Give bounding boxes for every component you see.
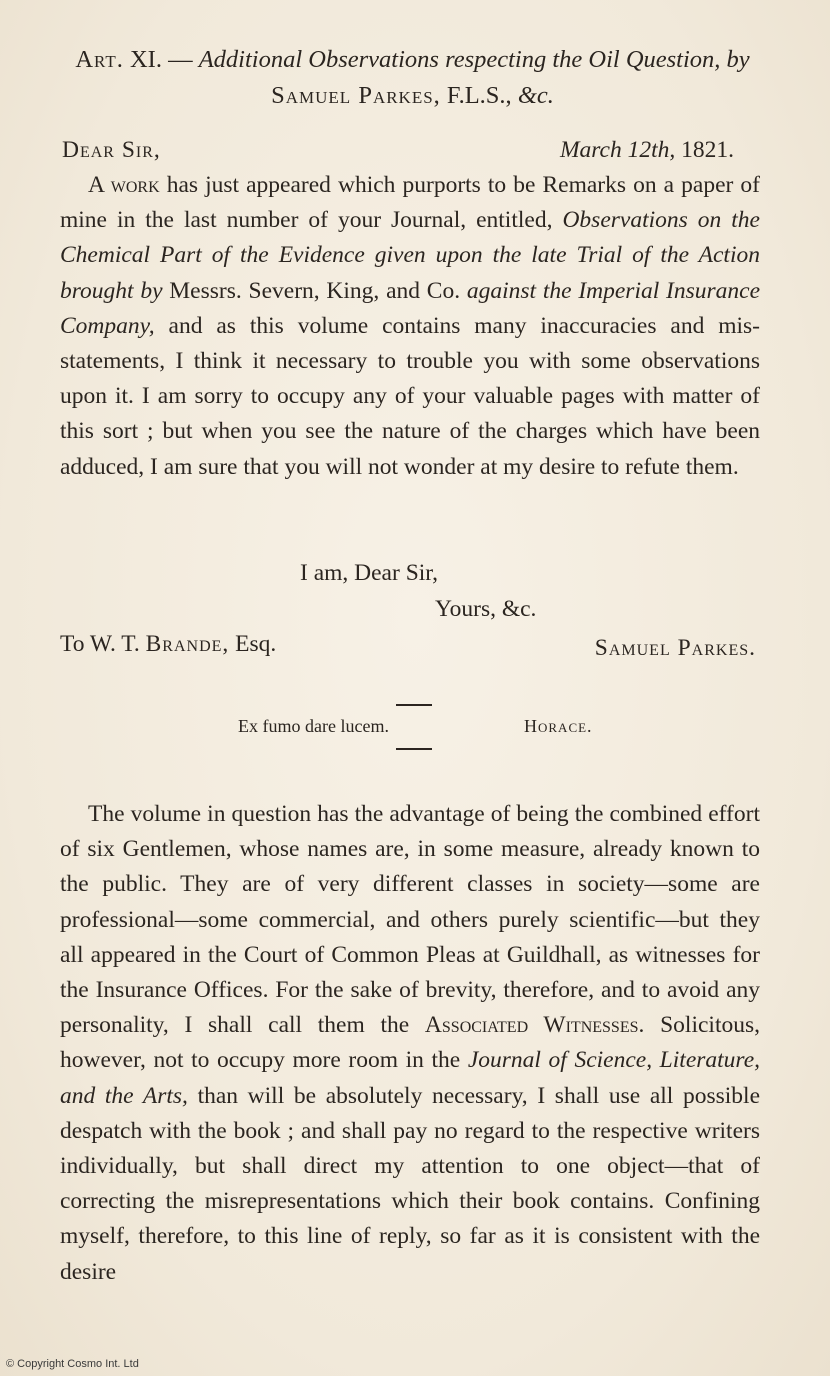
letter-date (560, 132, 734, 168)
recipient-name: Brande, (145, 631, 230, 657)
recipient-suffix: Esq. (235, 631, 277, 657)
article-title (60, 42, 765, 114)
epigraph-source-text: Horace. (524, 716, 593, 736)
recipient (60, 626, 276, 662)
main-paragraph-text (60, 797, 760, 1290)
epigraph-source (524, 712, 593, 740)
paragraph-lead: A work (88, 172, 160, 198)
signature-name: Samuel Parkes. (594, 635, 756, 661)
defendant-name: against the Imperial Insurance Company, (60, 277, 760, 339)
letter-paragraph (60, 168, 760, 485)
copyright-watermark: © Copyright Cosmo Int. Ltd (6, 1358, 139, 1370)
author-credentials: F.L.S., (446, 82, 512, 109)
closing-line-1: I am, Dear Sir, (300, 560, 439, 586)
title-italic: Additional Observations respecting the Oil Question, by (198, 46, 750, 73)
letter-text-1: has just appeared which purports to be Remarks on a paper of mine in the last number of your Journal, entitled, (60, 172, 760, 234)
cited-paper-title: Observations on the Chemical Part of the Evidence given upon the late Trial of the Action brought by (60, 207, 760, 304)
letter-heading (62, 132, 762, 168)
top-rule (396, 704, 432, 706)
associated-witnesses-term: Associated Witnesses. (424, 1012, 645, 1039)
main-text-1: The volume in question has the advantage of being the combined effort of six Gentlemen, whose names are, in some measure, already known to the public. They are of very different classes in society—some are professional—some commercial, and others purely scientific—but they all appeared in the Court of Common Pleas at Guildhall, as witnesses for the Insurance Offices. For the sake of brevity, therefore, and to avoid any personality, I shall call them the (60, 801, 760, 1039)
epigraph-quote: Ex fumo dare lucem. (238, 716, 389, 736)
main-text-3: than will be absolutely necessary, I shall use all possible despatch with the book ; and shall pay no regard to the respective writers individually, but shall direct my attention to one object—that of correcting the misrepresentations which their book contains. Confining myself, therefore, to this line of reply, so far as it is consistent with the desire (60, 1082, 760, 1285)
date-month-day: March 12th, (559, 137, 676, 163)
recipient-prefix: To W. T. (60, 631, 140, 657)
article-label: Art. (75, 46, 124, 73)
letter-paragraph-text (60, 168, 760, 485)
title-etc: &c. (517, 82, 554, 109)
title-dash: — (161, 46, 199, 73)
signature (595, 630, 756, 666)
bottom-rule (396, 748, 432, 750)
journal-title: Journal of Science, Literature, and the Arts, (60, 1047, 760, 1109)
main-text-2: Solicitous, however, not to occupy more room in the (60, 1012, 760, 1074)
letter-text-3: and as this volume contains many inaccuracies and mis-statements, I think it necessary to trouble you with some observations upon it. I am sorry to occupy any of your valuable pages with matter of this sort ; but when you see the nature of the charges which have been adduced, I am sure that you will not wonder at my desire to refute them. (60, 312, 760, 480)
letter-text-2: Messrs. Severn, King, and Co. (162, 277, 467, 304)
closing-line-2: Yours, &c. (435, 596, 537, 622)
salutation: Dear Sir, (62, 137, 161, 163)
main-paragraph (60, 797, 760, 1290)
author-name: Samuel Parkes, (271, 82, 441, 109)
article-number: XI. (129, 46, 162, 73)
date-year: 1821. (681, 137, 734, 163)
